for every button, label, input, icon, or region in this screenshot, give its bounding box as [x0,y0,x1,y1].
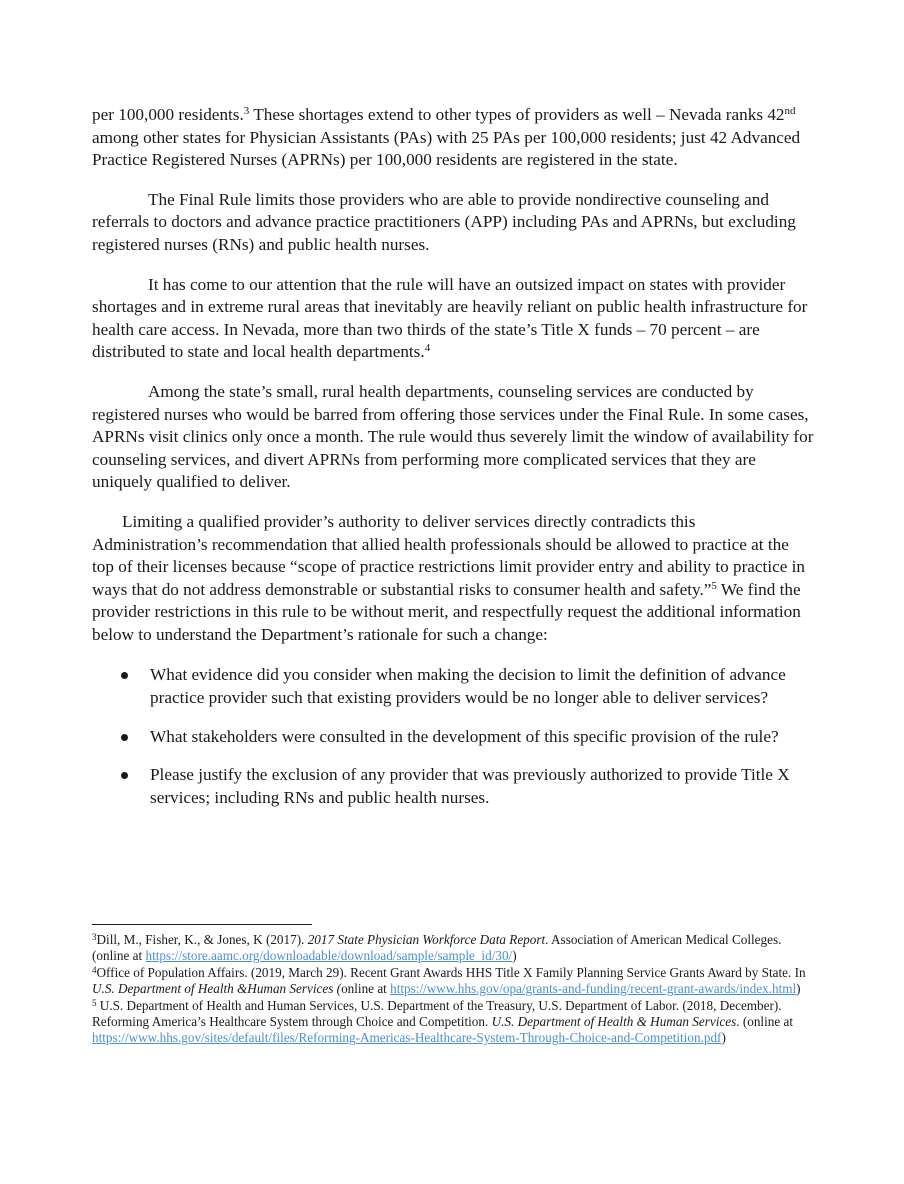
footnote-text: ) [512,948,517,964]
paragraph-provider-authority [92,511,814,647]
bullet-icon [121,772,128,779]
footnote-4 [92,965,812,998]
footnote-text: ) [721,1030,726,1046]
bullet-icon [121,734,128,741]
para3-text: It has come to our attention that the rule will have an outsized impact on states with provider shortages and in extreme rural areas that inevitably are heavily reliant on public health infrastructure for health care access. In Nevada, more than two thirds of the state’s Title X funds – 70 percent – are distributed to state and local health departments. [92,274,808,362]
bullet-icon [121,672,128,679]
footnote-title: 2017 State Physician Workforce Data Report [307,932,546,947]
footnotes [92,932,812,1047]
question-evidence: What evidence did you consider when making the decision to limit the definition of advance practice provider such that existing providers would be no longer able to deliver services? [150,665,786,708]
footnote-separator [92,924,312,925]
para1-text-a: per 100,000 residents. [92,105,244,124]
footnote-ref-3[interactable]: 3 [243,105,250,117]
footnote-number: 5 [92,997,97,1008]
footnote-text: . (online at [736,1014,794,1030]
footnote-5 [92,998,812,1047]
footnote-text: U.S. Department of Health and Human Services, U.S. Department of the Treasury, U.S. Department of Labor. (2018, December). Reforming America’s Healthcare System through Choice and Competition. [92,997,782,1030]
paragraph-provider-shortages [92,104,814,172]
footnote-text: Office of Population Affairs. (2019, March 29). Recent Grant Awards HHS Title X Family Planning Service Grants Award by State. In [96,964,806,980]
paragraph-final-rule-limits: The Final Rule limits those providers who are able to provide nondirective counseling and referrals to doctors and advance practice practitioners (APP) including PAs and APRNs, but excluding registered nurses (RNs) and public health nurses. [92,189,796,254]
paragraph-rural-health-departments: Among the state’s small, rural health departments, counseling services are conducted by registered nurses who would be barred from offering those services under the Final Rule. In some cases, APRNs visit clinics only once a month. The rule would thus severely limit the window of availability for counseling services, and divert APRNs from performing more complicated services that they are uniquely qualified to deliver. [92,381,814,492]
list-item [92,764,814,809]
footnote-link-hhs-report[interactable]: https://www.hhs.gov/sites/default/files/Reforming-Americas-Healthcare-System-Through-Choice-and-Competition.pdf [92,1030,722,1046]
ordinal-suffix: nd [784,105,796,117]
paragraph-rural-impact [92,274,814,364]
question-exclusion: Please justify the exclusion of any provider that was previously authorized to provide Title X services; including RNs and public health nurses. [150,765,790,807]
question-stakeholders: What stakeholders were consulted in the development of this specific provision of the rule? [150,726,779,746]
footnote-ref-4[interactable]: 4 [424,342,431,355]
para5-text-a: Limiting a qualified provider’s authority to deliver services directly contradicts this Administration’s recommendation that allied health professionals should be allowed to practice at the top of their licenses because “scope of practice restrictions limit provider entry and ability to practice in ways that do not address demonstrable or substantial risks to consumer health and safety.” [92,511,806,599]
footnote-text: . Association of American Medical Colleges. (online at [92,932,782,964]
footnote-link-aamc[interactable]: https://store.aamc.org/downloadable/download/sample/sample_id/30/ [145,948,513,964]
footnote-title: U.S. Department of Health &Human Services ( [92,981,342,997]
footnote-link-hhs-grants[interactable]: https://www.hhs.gov/opa/grants-and-funding/recent-grant-awards/index.html [390,981,797,997]
list-item [92,726,814,749]
footnote-number: 4 [92,964,97,975]
footnote-3 [92,932,812,965]
question-list [92,664,814,809]
footnote-title: U.S. Department of Health & Human Services [491,1014,737,1030]
para5-text-b: We find the provider restrictions in this rule to be without merit, and respectfully request the additional information below to understand the Department’s rationale for such a change: [92,579,801,644]
footnote-number: 3 [92,932,97,942]
footnote-text: ) [796,981,801,997]
footnote-ref-5[interactable]: 5 [711,579,717,592]
list-item [92,664,814,709]
footnote-text: Dill, M., Fisher, K., & Jones, K (2017). [96,932,308,947]
footnote-text: online at [341,981,391,997]
document-body [92,104,814,825]
para1-text-c: among other states for Physician Assistants (PAs) with 25 PAs per 100,000 residents; just 42 Advanced Practice Registered Nurses (APRNs) per 100,000 residents are registered in the state. [92,127,801,170]
para1-text-b: These shortages extend to other types of providers as well – Nevada ranks 42 [249,105,785,124]
